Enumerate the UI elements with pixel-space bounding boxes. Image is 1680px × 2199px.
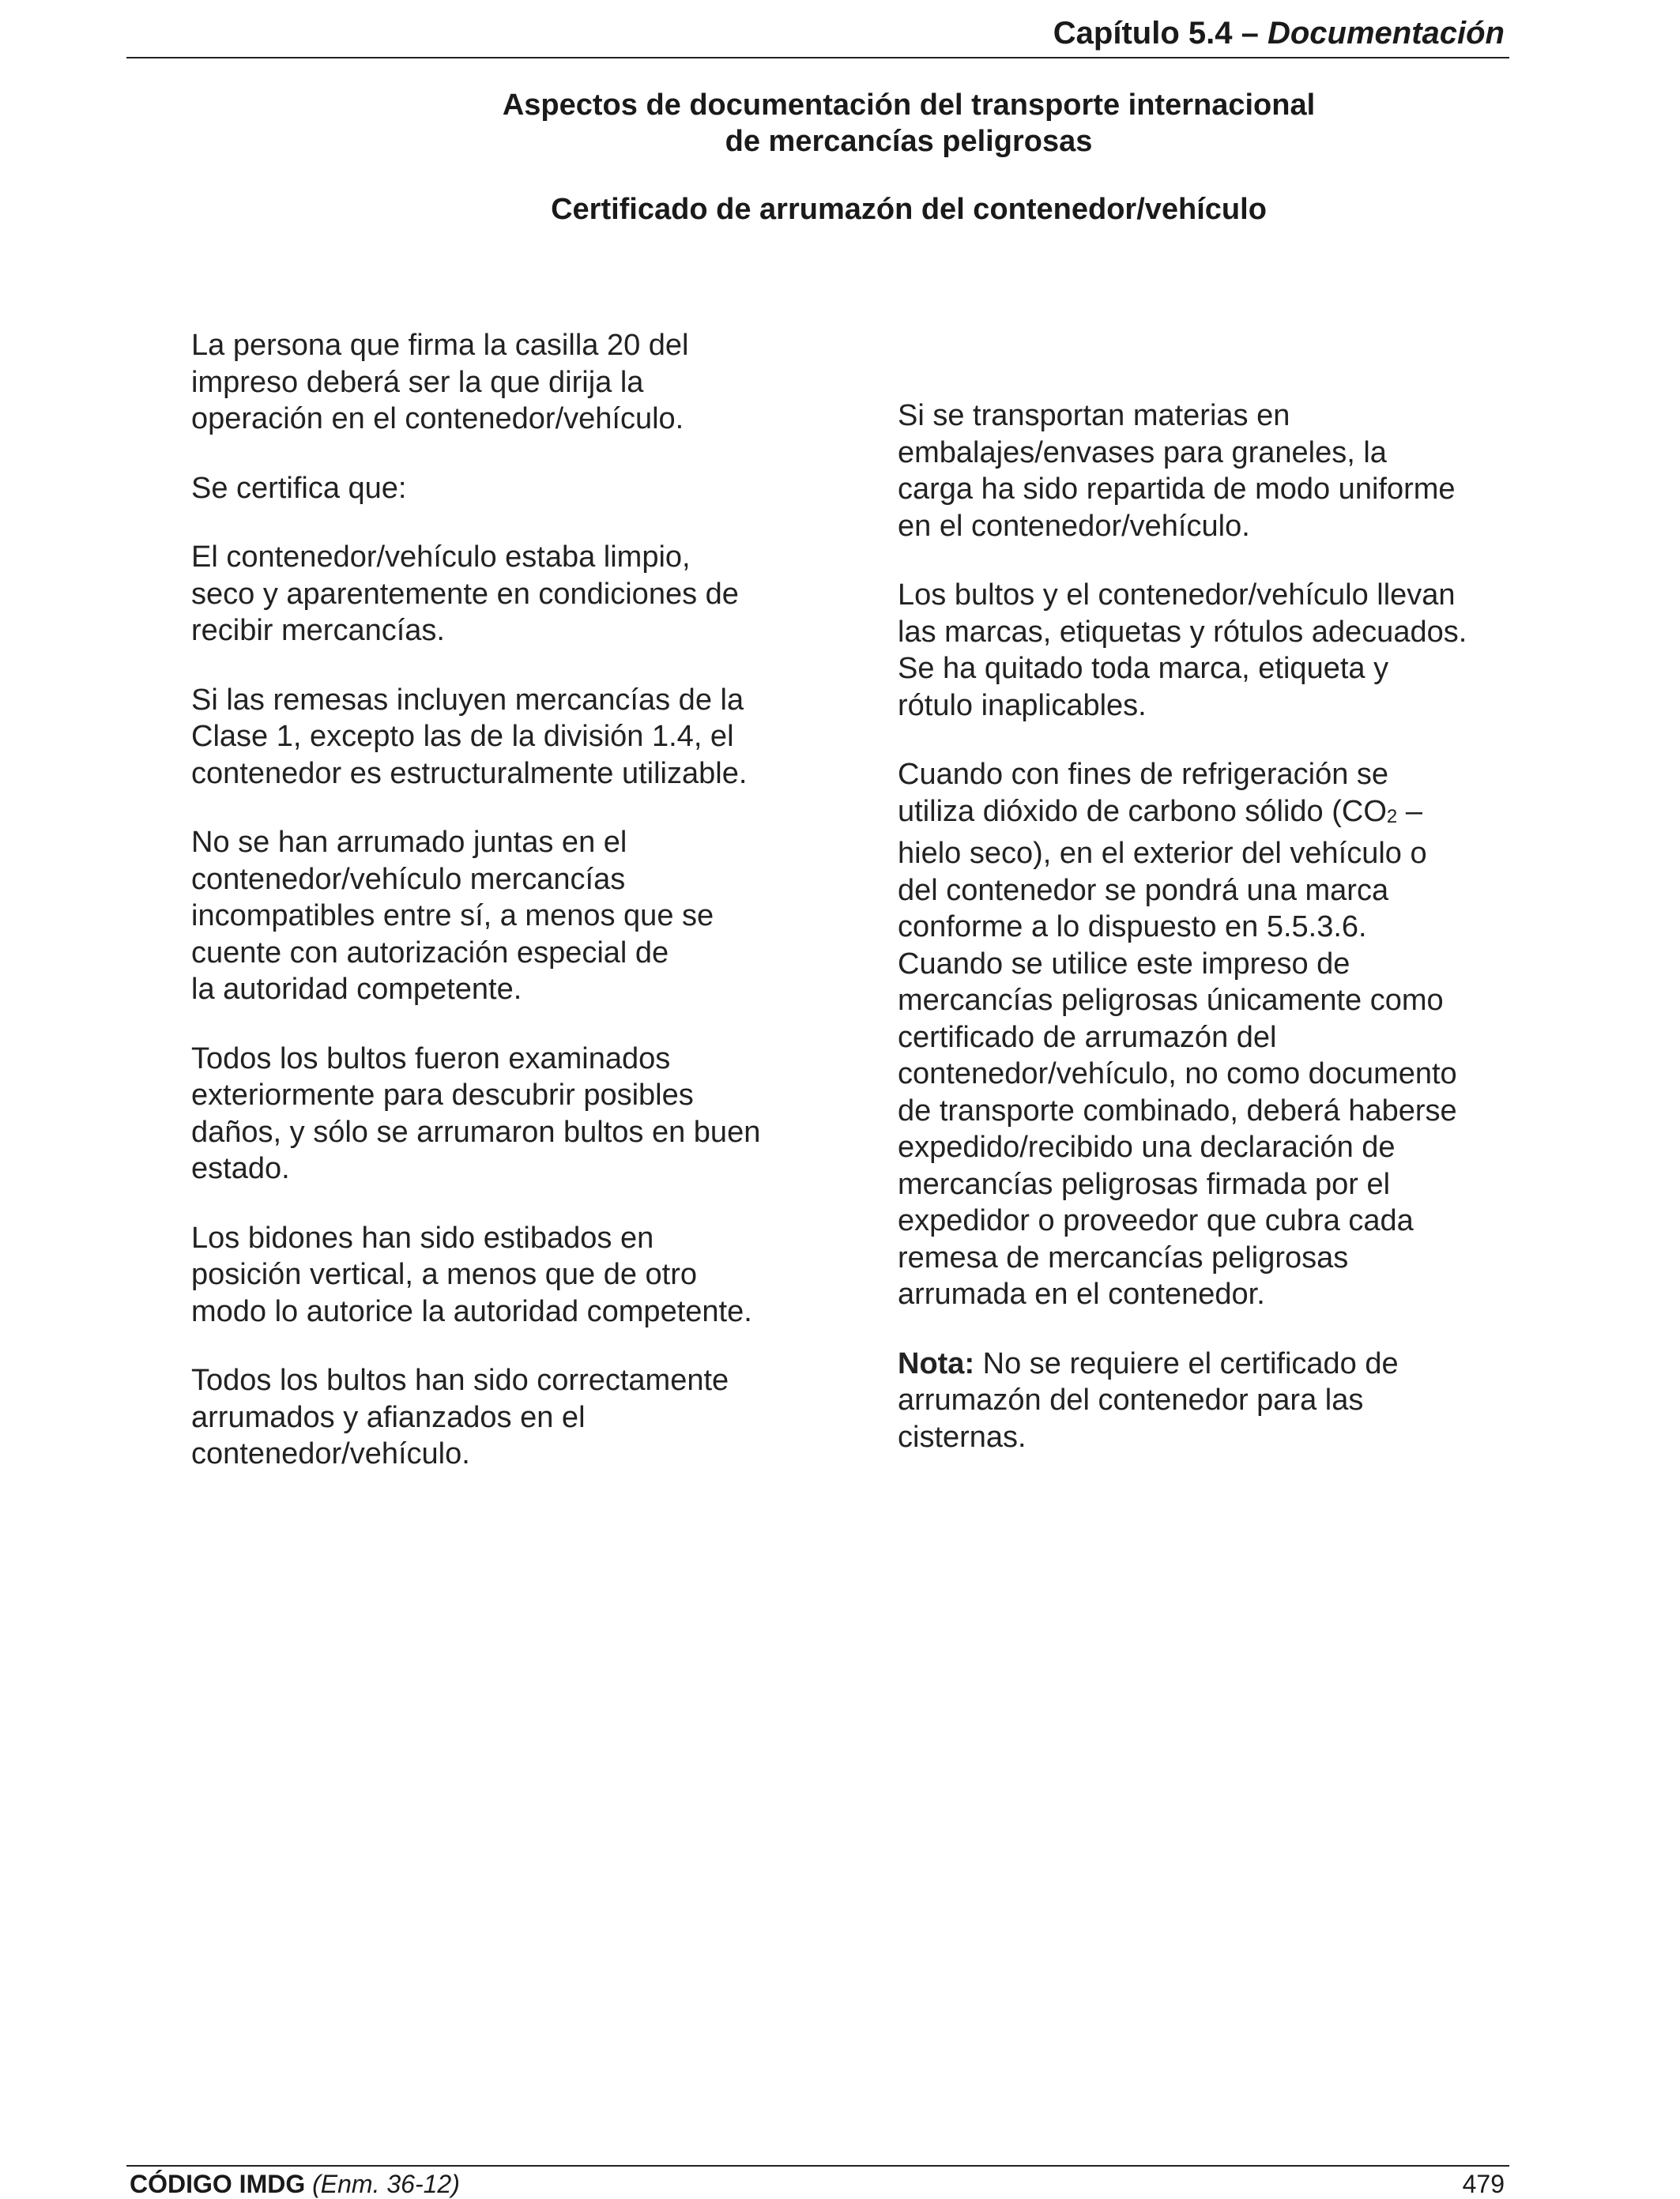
paragraph-note — [898, 1346, 1530, 1456]
paragraph-signer: La persona que firma la casilla 20 del impreso deberá ser la que dirija la operación en el contenedor/vehículo. — [191, 329, 689, 435]
paragraph-class-1: Si las remesas incluyen mercancías de la Clase 1, excepto las de la división 1.4, el contenedor es estructuralmente utilizable. — [191, 683, 748, 790]
left-column — [191, 327, 823, 1473]
section-subtitle: Certificado de arrumazón del contenedor/vehículo — [551, 193, 1267, 226]
dry-ice-text-a: Cuando con fines de refrigeración se utiliza dióxido de carbono sólido (CO — [898, 758, 1389, 828]
paragraph-inspected: Todos los bultos fueron examinados exteriormente para descubrir posibles daños, y sólo se arrumaron bultos en buen estado. — [191, 1041, 761, 1185]
title-line-2: de mercancías peligrosas — [725, 125, 1093, 158]
note-text: No se requiere el certificado de arrumazón del contenedor para las cisternas. — [898, 1346, 1399, 1454]
paragraph-secured: Todos los bultos han sido correctamente arrumados y afianzados en el contenedor/vehículo. — [191, 1364, 729, 1470]
paragraph-marks: Los bultos y el contenedor/vehículo llevan las marcas, etiquetas y rótulos adecuados. Se ha quitado toda marca, etiqueta y rótulo inaplicables. — [898, 578, 1467, 722]
paragraph-clean-container: El contenedor/vehículo estaba limpio, seco y aparentemente en condiciones de recibir mercancías. — [191, 540, 739, 647]
page-header — [126, 14, 1509, 58]
paragraph-certifies: Se certifica que: — [191, 471, 407, 505]
note-label: Nota: — [898, 1346, 975, 1380]
paragraph-drums: Los bidones han sido estibados en posición vertical, a menos que de otro modo lo autorice la autoridad competente. — [191, 1221, 752, 1328]
paragraph-bulk: Si se transportan materias en embalajes/envases para graneles, la carga ha sido repartida de modo uniforme en el contenedor/vehículo. — [898, 399, 1456, 543]
document-title-block — [126, 87, 1680, 228]
chapter-title: Documentación — [1267, 16, 1505, 51]
co2-subscript: 2 — [1386, 805, 1398, 827]
footer-code-name: CÓDIGO IMDG — [130, 2170, 306, 2198]
paragraph-incompatible: No se han arrumado juntas en el contenedor/vehículo mercancías incompatibles entre sí, a menos que se cuente con autorización especial de la autoridad competente. — [191, 826, 714, 1006]
chapter-heading — [1053, 16, 1505, 51]
page-number: 479 — [1462, 2170, 1505, 2198]
title-line-1: Aspectos de documentación del transporte internacional — [502, 88, 1316, 122]
footer-amendment: (Enm. 36-12) — [305, 2170, 460, 2198]
page-footer — [126, 2165, 1509, 2198]
paragraph-dry-ice — [898, 756, 1530, 946]
dry-ice-text-b: – hielo seco), en el exterior del vehículo o del contenedor se pondrá una marca conforme a lo dispuesto en 5.5.3.6. — [898, 794, 1427, 943]
chapter-number: Capítulo 5.4 – — [1053, 16, 1268, 51]
paragraph-packing-certificate: Cuando se utilice este impreso de mercancías peligrosas únicamente como certificado de arrumazón del contenedor/vehículo, no como documento de transporte combinado, deberá haberse expedido/recibido una declaración de mercancías peligrosas firmada por el expedidor o proveedor que cubra cada remesa de mercancías peligrosas arrumada en el contenedor. — [898, 947, 1457, 1311]
footer-code — [130, 2170, 460, 2199]
right-column — [898, 397, 1530, 1455]
